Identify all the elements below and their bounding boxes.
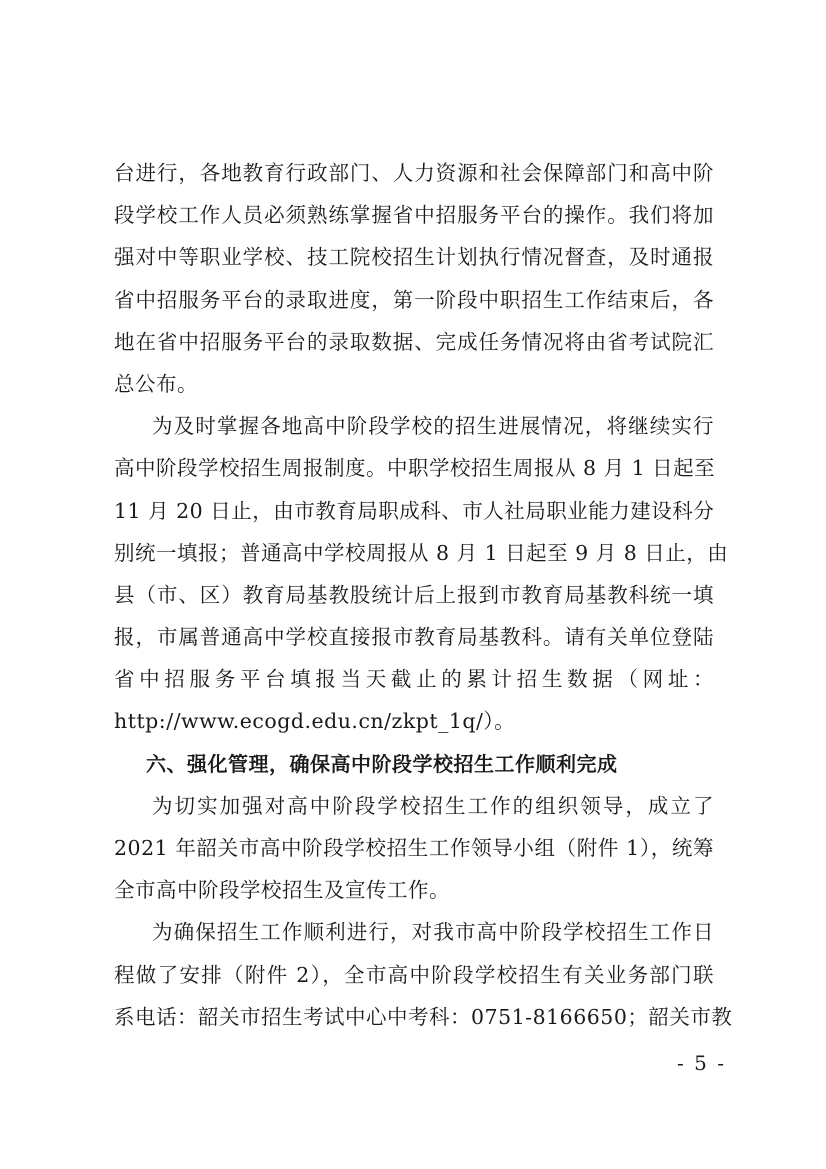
- page-number: - 5 -: [677, 1051, 726, 1075]
- document-body: [114, 152, 733, 1038]
- paragraph-line: 系电话：韶关市招生考试中心中考科：0751-8166650；韶关市教: [114, 1004, 733, 1029]
- paragraph-line: 11 月 20 日止，由市教育局职成科、市人社局职业能力建设科分: [114, 498, 715, 523]
- section-heading: 六、强化管理，确保高中阶段学校招生工作顺利完成: [146, 751, 618, 776]
- paragraph-line: 省中招服务平台填报当天截止的累计招生数据（网址：: [114, 667, 714, 692]
- paragraph-line: 全市高中阶段学校招生及宣传工作。: [114, 878, 450, 903]
- paragraph-line: 台进行，各地教育行政部门、人力资源和社会保障部门和高中阶: [114, 161, 714, 185]
- paragraph-line: 段学校工作人员必须熟练掌握省中招服务平台的操作。我们将加: [114, 203, 714, 228]
- paragraph-line: 强对中等职业学校、技工院校招生计划执行情况督查，及时通报: [114, 245, 714, 270]
- paragraph-line: 别统一填报；普通高中学校周报从 8 月 1 日起至 9 月 8 日止，由: [114, 540, 729, 565]
- paragraph-line: 为切实加强对高中阶段学校招生工作的组织领导，成立了: [152, 793, 714, 818]
- paragraph-line: 地在省中招服务平台的录取数据、完成任务情况将由省考试院汇: [114, 329, 714, 354]
- paragraph-line: 总公布。: [114, 371, 198, 396]
- paragraph-line: 高中阶段学校招生周报制度。中职学校招生周报从 8 月 1 日起至: [114, 456, 716, 481]
- paragraph-line: 程做了安排（附件 2），全市高中阶段学校招生有关业务部门联: [114, 962, 714, 987]
- paragraph-line: 县（市、区）教育局基教股统计后上报到市教育局基教科统一填: [114, 582, 714, 607]
- paragraph-line: 2021 年韶关市高中阶段学校招生工作领导小组（附件 1），统筹: [114, 836, 714, 860]
- paragraph-line: 为确保招生工作顺利进行，对我市高中阶段学校招生工作日: [152, 920, 714, 945]
- paragraph-line: 为及时掌握各地高中阶段学校的招生进展情况，将继续实行: [152, 414, 714, 439]
- paragraph-line: 省中招服务平台的录取进度，第一阶段中职招生工作结束后，各: [114, 287, 714, 312]
- url-line: http://www.ecogd.edu.cn/zkpt_1q/）。: [114, 709, 516, 734]
- paragraph-line: 报，市属普通高中学校直接报市教育局基教科。请有关单位登陆: [114, 625, 714, 650]
